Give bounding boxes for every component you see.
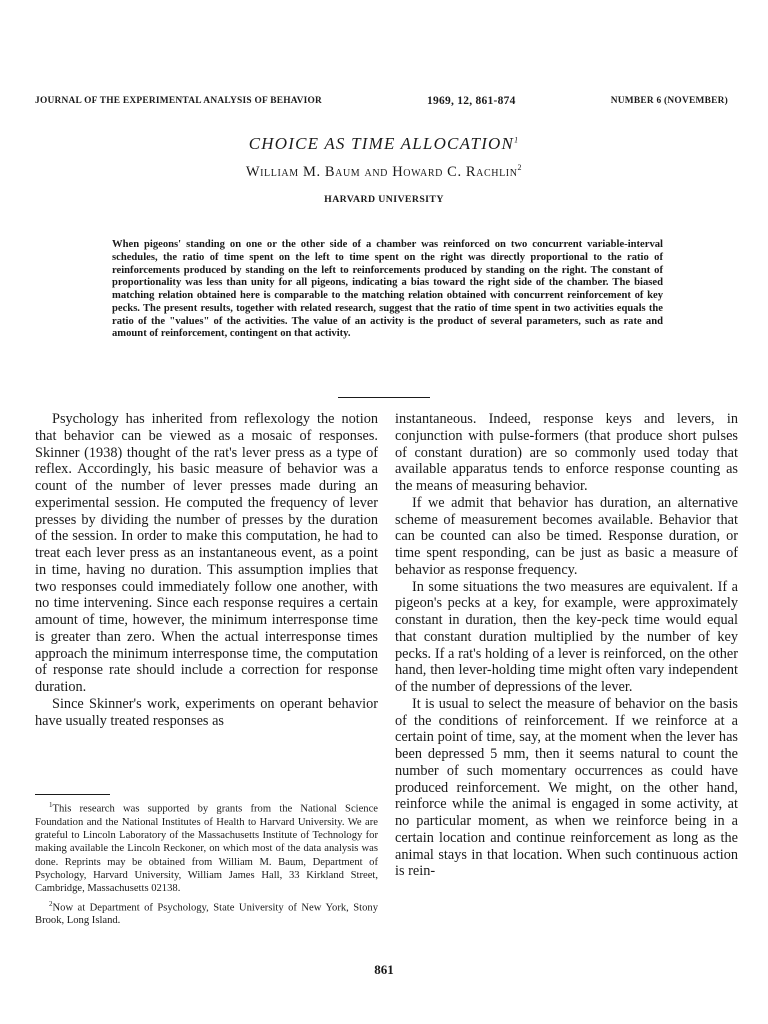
body-paragraph: Psychology has inherited from reflexology the notion that behavior can be viewed as a mosaic of responses. Skinner (1938) thought of the rat's lever press as a type of reflex. Accordingly, his basic measure of behavior was a count of the number of lever presses made during an experimental session. He computed the frequency of lever presses by dividing the number of presses by the duration of the session. In order to make this computation, he had to treat each lever press as an instantaneous event, as a point in time, having no duration. This assumption implies that two responses could immediately follow one another, with no time intervening. Since each response requires a certain amount of time, however, the minimum interresponse time is greater than zero. When the actual interresponse times approach the minimum interresponse time, the computation of response rate should include a correction for response duration. xyxy=(35,411,378,695)
left-column xyxy=(35,411,378,729)
footnote-text: This research was supported by grants from the National Science Foundation and the National Institutes of Health to Harvard University. We are grateful to Lincoln Laboratory of the Massachusetts Institute of Technology for making available the Lincoln Reckoner, on which most of the data analysis was done. Reprints may be obtained from William M. Baum, Department of Psychology, Harvard University, William James Hall, 33 Kirkland Street, Cambridge, Massachusetts 02138. xyxy=(35,803,378,895)
footnote-mark: 1 xyxy=(49,801,53,809)
footnotes xyxy=(35,799,378,930)
body-paragraph: Since Skinner's work, experiments on operant behavior have usually treated responses as xyxy=(35,695,378,729)
affiliation: HARVARD UNIVERSITY xyxy=(324,194,444,205)
authors-text: William M. Baum and Howard C. Rachlin xyxy=(245,163,518,180)
running-head xyxy=(35,96,728,110)
journal-name: JOURNAL OF THE EXPERIMENTAL ANALYSIS OF BEHAVIOR xyxy=(35,96,323,106)
issue-number: NUMBER 6 (NOVEMBER) xyxy=(610,96,728,106)
article-title xyxy=(0,134,768,154)
footnote-text: Now at Department of Psychology, State University of New York, Stony Brook, Long Island. xyxy=(35,902,378,927)
page-number: 861 xyxy=(374,962,394,977)
volume-pages: 1969, 12, 861-874 xyxy=(427,95,516,107)
body-paragraph: In some situations the two measures are equivalent. If a pigeon's pecks at a key, for example, were approximately constant in duration, then the key-peck time would equal that constant duration multiplied by the number of key pecks. If a rat's holding of a lever is reinforced, on the other hand, then lever-holding time might often vary independent of the number of depressions of the lever. xyxy=(395,578,738,695)
footnote-divider xyxy=(35,794,110,795)
body-paragraph: It is usual to select the measure of behavior on the basis of the conditions of reinforcement. If we reinforce at a certain point of time, say, at the moment when the lever has been depressed 5 mm, then it seems natural to count the number of such momentary occurrences as could have produced reinforcement. We might, on the other hand, reinforce while the animal is engaged in some activity, at no particular moment, as when we reinforce being in a certain location and continue reinforcement as long as the animal stays in that location. When such continuous action is rein- xyxy=(395,695,738,880)
abstract-divider xyxy=(338,397,430,398)
footnote xyxy=(35,799,378,896)
footnote-mark: 2 xyxy=(49,899,53,908)
authors xyxy=(0,163,768,181)
footnote xyxy=(35,898,378,928)
body-paragraph-continuation: instantaneous. Indeed, response keys and levers, in conjunction with pulse-formers (that produce short pulses of constant duration) are so commonly used today that available apparatus tends to enforce response counting as the means of measuring behavior. xyxy=(395,411,738,494)
abstract: When pigeons' standing on one or the other side of a chamber was reinforced on two concurrent variable-interval schedules, the ratio of time spent on the left to time spent on the right was directly proportional to the ratio of reinforcements produced by standing on the left to reinforcements produced by standing on the right. The constant of proportionality was less than unity for all pigeons, indicating a bias toward the right side of the chamber. The biased matching relation obtained here is comparable to the matching relation obtained with concurrent reinforcement of key pecks. The present results, together with related research, suggest that the ratio of time spent in two activities equals the ratio of the "values" of the activities. The value of an activity is the product of several parameters, such as rate and amount of reinforcement, contingent on that activity. xyxy=(112,239,663,340)
authors-footnote-mark: 2 xyxy=(517,163,523,172)
right-column xyxy=(395,411,738,880)
article-title-text: CHOICE AS TIME ALLOCATION xyxy=(248,134,515,153)
body-paragraph: If we admit that behavior has duration, an alternative scheme of measurement becomes available. Behavior that can be counted can also be timed. Response duration, or time spent responding, can be just as basic a measure of behavior as response frequency. xyxy=(395,494,738,578)
title-footnote-mark: 1 xyxy=(514,135,520,145)
